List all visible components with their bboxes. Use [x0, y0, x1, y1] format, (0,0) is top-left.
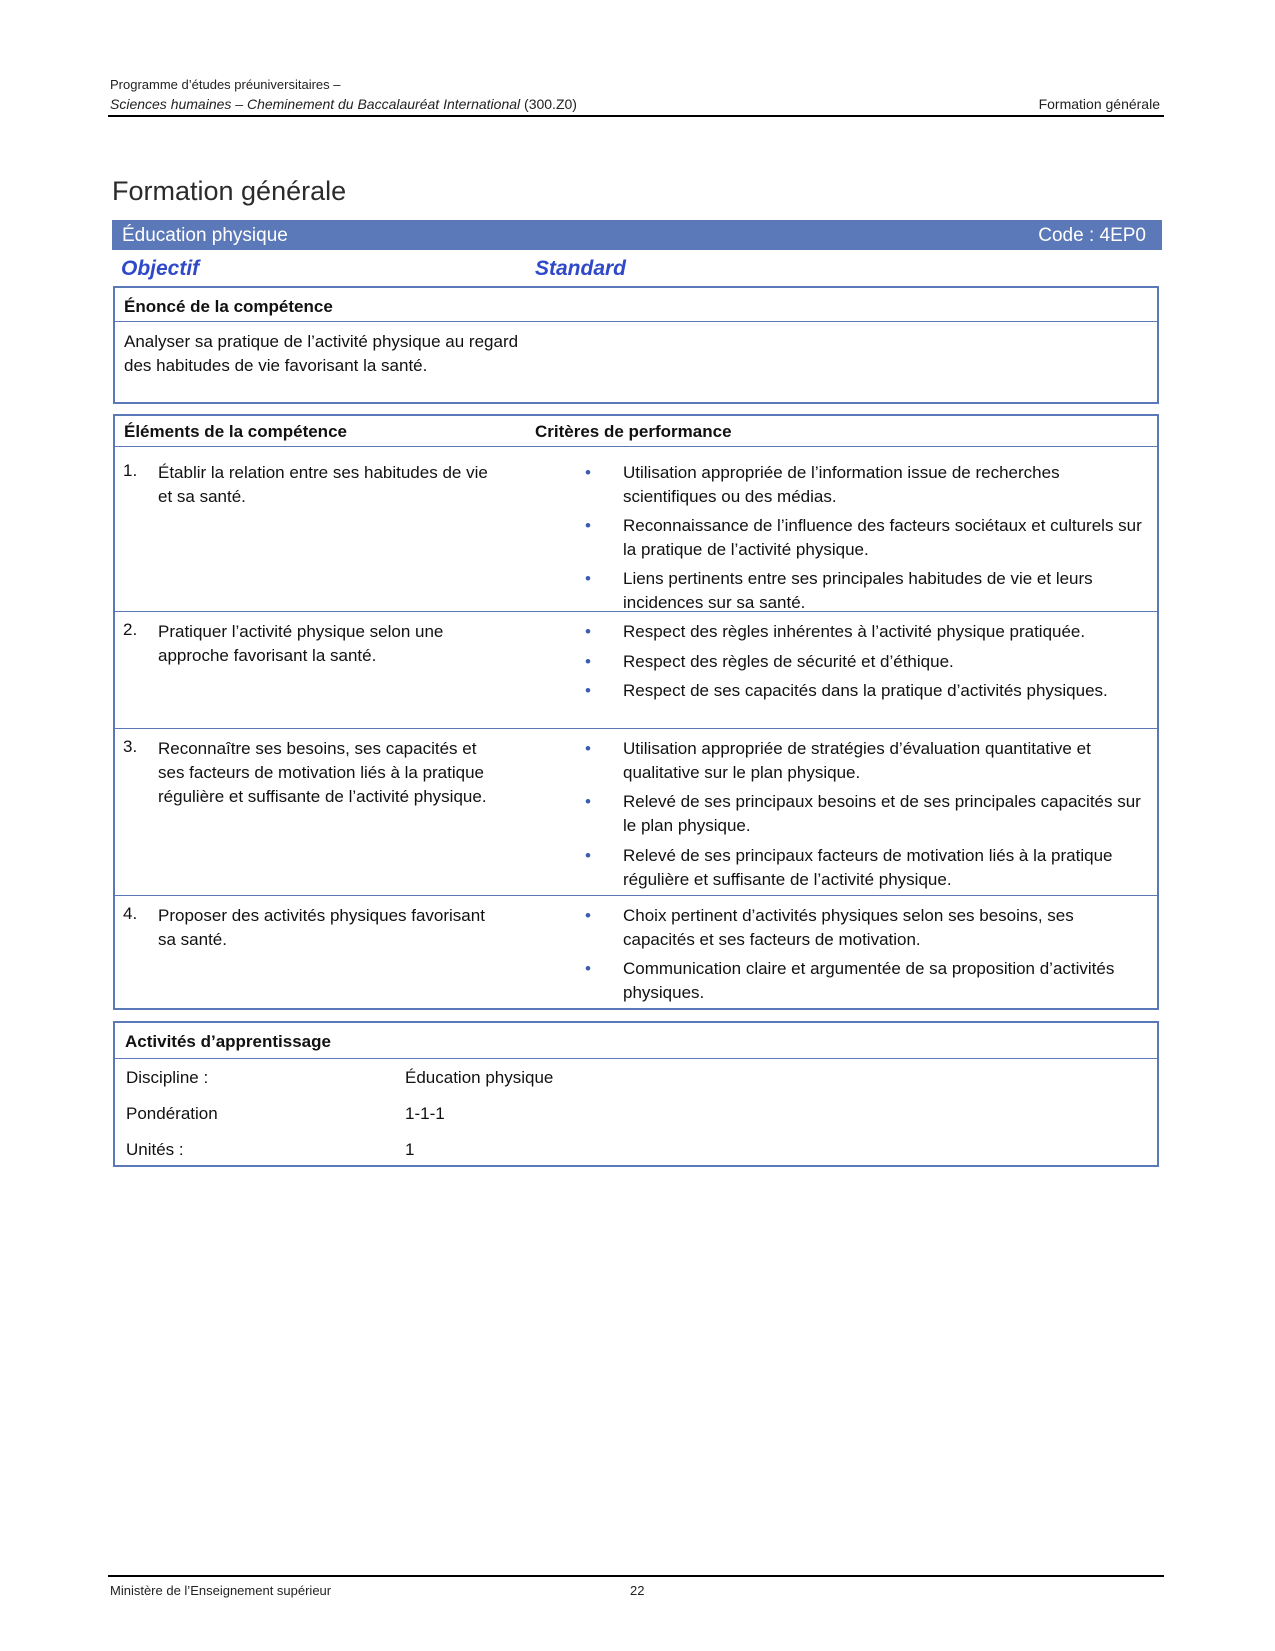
enonce-text: Analyser sa pratique de l’activité physique au regard des habitudes de vie favorisant la santé.: [124, 332, 519, 375]
header-cheminement: [110, 96, 577, 112]
footer-rule: [108, 1575, 1164, 1577]
enonce-divider: [115, 321, 1157, 322]
table-row: [115, 447, 1157, 612]
subject-code: Code : 4EP0: [1038, 225, 1146, 246]
activity-label: Discipline :: [126, 1068, 209, 1087]
header-program-code: (300.Z0): [524, 96, 577, 112]
criterion-item: [585, 650, 1145, 674]
bullet-icon: •: [585, 569, 591, 588]
elements-table: [113, 414, 1159, 1010]
bullet-icon: •: [585, 906, 591, 925]
criterion-text: Respect de ses capacités dans la pratique d’activités physiques.: [623, 681, 1108, 700]
activities-divider: [115, 1058, 1157, 1059]
bullet-icon: •: [585, 622, 591, 641]
standard-label: Standard: [535, 257, 627, 280]
table-row: [115, 729, 1157, 896]
subject-name: Éducation physique: [122, 225, 288, 246]
criterion-item: [585, 514, 1145, 562]
criterion-item: [585, 679, 1145, 703]
criterion-text: Choix pertinent d’activités physiques selon ses besoins, ses capacités et ses facteurs de motivation.: [623, 906, 1074, 949]
bullet-icon: •: [585, 792, 591, 811]
activities-heading: Activités d’apprentissage: [125, 1032, 331, 1051]
criteres-heading: Critères de performance: [535, 422, 732, 441]
table-row: [115, 612, 1157, 729]
table-row: [115, 896, 1157, 1008]
criterion-text: Utilisation appropriée de stratégies d’évaluation quantitative et qualitative sur le plan physique.: [623, 739, 1091, 782]
criterion-text: Utilisation appropriée de l’information issue de recherches scientifiques ou des médias.: [623, 463, 1060, 506]
criterion-item: [585, 620, 1145, 644]
criterion-text: Liens pertinents entre ses principales habitudes de vie et leurs incidences sur sa santé.: [623, 569, 1093, 612]
bullet-icon: •: [585, 516, 591, 535]
element-number: 2.: [123, 620, 138, 639]
bullet-icon: •: [585, 846, 591, 865]
criterion-item: [585, 567, 1145, 615]
activity-label: Unités :: [126, 1140, 184, 1159]
bullet-icon: •: [585, 463, 591, 482]
page-title: Formation générale: [112, 176, 347, 206]
enonce-box: [113, 286, 1159, 404]
activities-box: [113, 1021, 1159, 1167]
criterion-text: Communication claire et argumentée de sa proposition d’activités physiques.: [623, 959, 1115, 1002]
header-program: Programme d’études préuniversitaires –: [110, 77, 341, 92]
header-subtitle: [110, 96, 1160, 112]
bullet-icon: •: [585, 739, 591, 758]
criterion-text: Reconnaissance de l’influence des facteurs sociétaux et culturels sur la pratique de l’activité physique.: [623, 516, 1142, 559]
activity-value: 1: [405, 1140, 415, 1159]
activity-value: 1-1-1: [405, 1104, 445, 1123]
criterion-text: Respect des règles inhérentes à l’activité physique pratiquée.: [623, 622, 1086, 641]
header-section: Formation générale: [1038, 96, 1160, 112]
objectif-label: Objectif: [121, 257, 200, 280]
element-text: Établir la relation entre ses habitudes de vie et sa santé.: [158, 463, 488, 506]
criterion-text: Relevé de ses principaux facteurs de motivation liés à la pratique régulière et suffisante de l’activité physique.: [623, 846, 1113, 889]
activity-value: Éducation physique: [405, 1068, 554, 1087]
bullet-icon: •: [585, 959, 591, 978]
element-number: 4.: [123, 904, 138, 923]
criterion-item: [585, 790, 1145, 838]
activity-label: Pondération: [126, 1104, 218, 1123]
criterion-item: [585, 844, 1145, 892]
subject-bar: [112, 220, 1162, 250]
bullet-icon: •: [585, 681, 591, 700]
element-number: 1.: [123, 461, 138, 480]
element-text: Pratiquer l’activité physique selon une approche favorisant la santé.: [158, 622, 444, 665]
criterion-item: [585, 737, 1145, 785]
header-cheminement-text: Sciences humaines – Cheminement du Baccalauréat International: [110, 96, 521, 112]
criterion-text: Relevé de ses principaux besoins et de ses principales capacités sur le plan physique.: [623, 792, 1141, 835]
criterion-item: [585, 957, 1145, 1005]
element-text: Proposer des activités physiques favorisant sa santé.: [158, 906, 485, 949]
criterion-text: Respect des règles de sécurité et d’éthique.: [623, 652, 954, 671]
element-text: Reconnaître ses besoins, ses capacités et ses facteurs de motivation liés à la pratique régulière et suffisante de l’activité physique.: [158, 739, 487, 806]
footer-ministry: Ministère de l’Enseignement supérieur: [110, 1583, 332, 1598]
criterion-item: [585, 904, 1145, 952]
header-rule: [108, 115, 1164, 117]
elements-heading: Éléments de la compétence: [124, 422, 347, 441]
element-number: 3.: [123, 737, 138, 756]
enonce-heading: Énoncé de la compétence: [124, 297, 333, 316]
bullet-icon: •: [585, 652, 591, 671]
criterion-item: [585, 461, 1145, 509]
page-number: 22: [630, 1583, 645, 1598]
